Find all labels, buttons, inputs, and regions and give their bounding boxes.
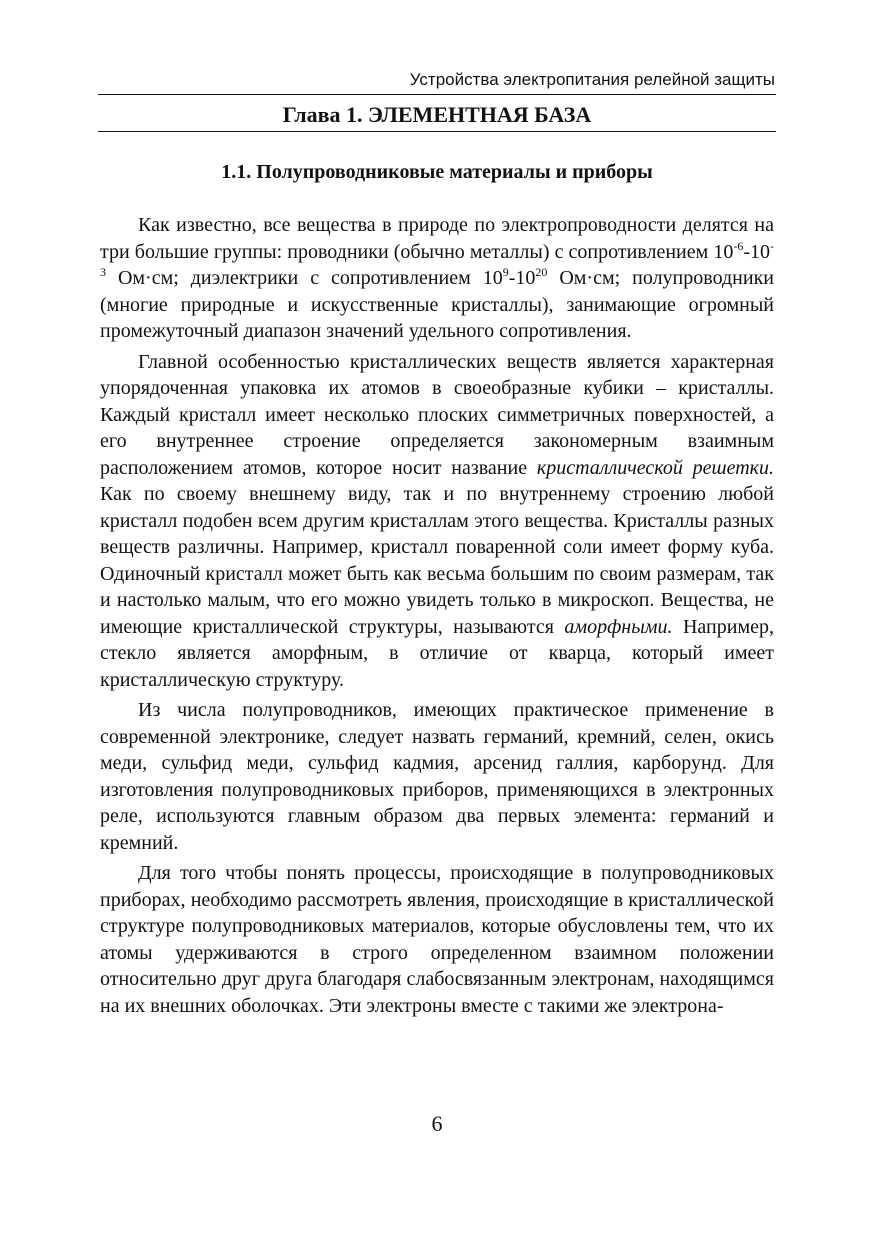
paragraph-1-text-c: Ом·см; диэлектрики с сопротивлением 10 <box>106 267 503 289</box>
exponent: -3 <box>100 238 774 279</box>
paragraph-1-text-b: -10 <box>743 240 770 263</box>
paragraph-1 <box>100 212 774 345</box>
running-header: Устройства электропитания релейной защиты <box>409 70 775 89</box>
paragraph-4: Для того чтобы понять процессы, происходящие в полупроводниковых приборах, необходимо рассмотреть явления, происходящие в кристаллической структуре полупроводниковых материалов, которые обусловлены тем, что их атомы удерживаются в строго определенном взаимном положении относительно друг друга благодаря слабосвязанным электронам, находящимся на их внешних оболочках. Эти электроны вместе с такими же электрона- <box>100 862 774 1017</box>
italic-term-amorphous: аморфными. <box>564 615 673 638</box>
chapter-rule <box>98 131 776 132</box>
paragraph-1-text-d: -10 <box>508 267 536 289</box>
paragraph-2-text-c: Например, стекло является аморфным, в отличие от кварца, который имеет кристаллическую структуру. <box>100 615 774 691</box>
paragraph-3: Из числа полупроводников, имеющих практическое применение в современной электронике, следует назвать германий, кремний, селен, окись меди, сульфид меди, сульфид кадмия, арсенид галлия, карборунд. Для изготовления полупроводниковых приборов, применяющихся в электронных реле, используются главным образом два первых элемента: германий и кремний. <box>100 699 774 854</box>
paragraph-2-text-a: Главной особенностью кристаллических веществ является характерная упорядоченная упаковка их атомов в своеобразные кубики – кристаллы. Каждый кристалл имеет несколько плоских симметричных поверхностей, а его внутреннее строение определяется закономерным взаимным расположением атомов, которое носит название <box>100 350 774 479</box>
page-number: 6 <box>431 1111 443 1136</box>
header-rule <box>98 94 776 95</box>
body-text <box>100 212 774 1023</box>
paragraph-1-text-a: Как известно, все вещества в природе по электропроводности делятся на три большие группы: проводники (обычно металлы) с сопротивлением 10 <box>100 214 774 263</box>
paragraph-2-text-b: Как по своему внешнему виду, так и по внутреннему строению любой кристалл подобен всем другим кристаллам этого вещества. Кристаллы разных веществ различны. Например, кристалл поваренной соли имеет форму куба. Одиночный кристалл может быть как весьма большим по своим размерам, так и настолько малым, что его можно увидеть только в микроскоп. Вещества, не имеющие кристаллической структуры, называются <box>100 483 774 638</box>
exponent: -6 <box>733 238 744 253</box>
exponent: 9 <box>502 265 509 279</box>
italic-term-crystal-lattice: кристаллической решетки. <box>536 456 775 479</box>
chapter-title: Глава 1. ЭЛЕМЕНТНАЯ БАЗА <box>282 102 592 127</box>
paragraph-2 <box>100 349 774 694</box>
exponent: 20 <box>535 265 548 279</box>
paragraph-1-text-e: Ом·см; полупроводники (многие природные и искусственные кристаллы), занимающие огромный промежуточный диапазон значений удельного сопротивления. <box>100 267 774 342</box>
section-title: 1.1. Полупроводниковые материалы и приборы <box>221 161 653 183</box>
